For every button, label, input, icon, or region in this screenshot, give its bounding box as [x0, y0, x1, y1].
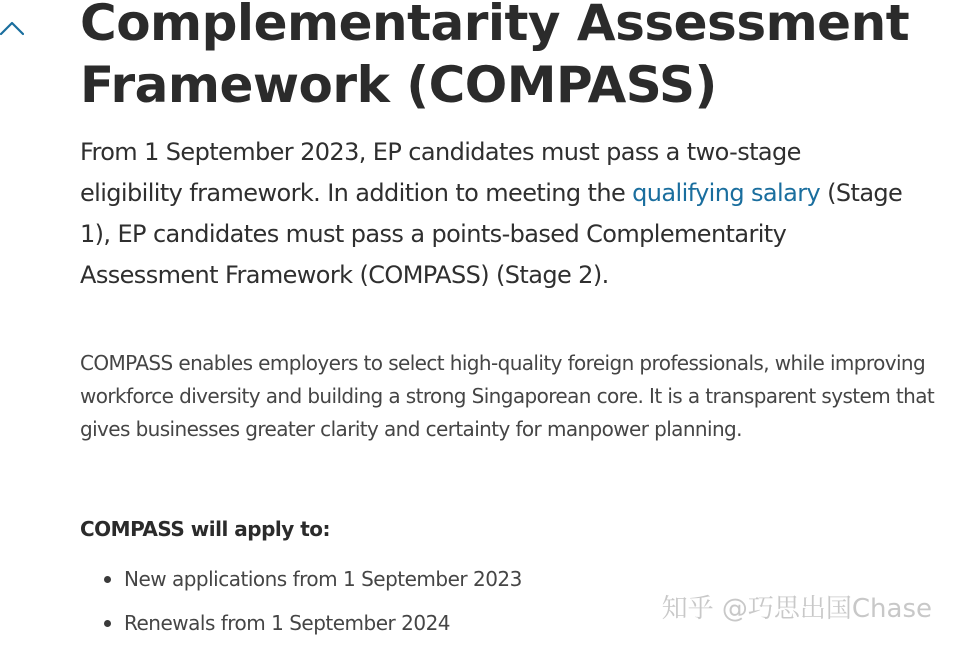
bullet-icon — [104, 620, 111, 627]
intro-text-part1: From 1 September 2023, EP candidates must pass a two-stage eligibility framework. In addition to meeting the — [80, 138, 801, 207]
list-item — [80, 562, 522, 606]
intro-paragraph — [80, 132, 910, 296]
list-item — [80, 606, 522, 650]
chevron-up-icon[interactable] — [0, 18, 24, 38]
list-item-label: Renewals from 1 September 2024 — [124, 611, 451, 635]
list-item-label: New applications from 1 September 2023 — [124, 567, 522, 591]
page-title: Complementarity Assessment Framework (COMPASS) — [80, 0, 910, 114]
watermark: 知乎 @巧思出国Chase — [661, 594, 932, 624]
apply-list — [80, 562, 522, 650]
apply-heading: COMPASS will apply to: — [80, 517, 331, 541]
intro-text-part2: (Stage 1), EP candidates must pass a points-based Complementarity Assessment Framework (COMPASS) (Stage 2). — [80, 179, 903, 289]
description-paragraph: COMPASS enables employers to select high-quality foreign professionals, while improving workforce diversity and building a strong Singaporean core. It is a transparent system that gives businesses greater clarity and certainty for manpower planning. — [80, 351, 935, 441]
bullet-icon — [104, 576, 111, 583]
qualifying-salary-link[interactable]: qualifying salary — [632, 179, 821, 207]
